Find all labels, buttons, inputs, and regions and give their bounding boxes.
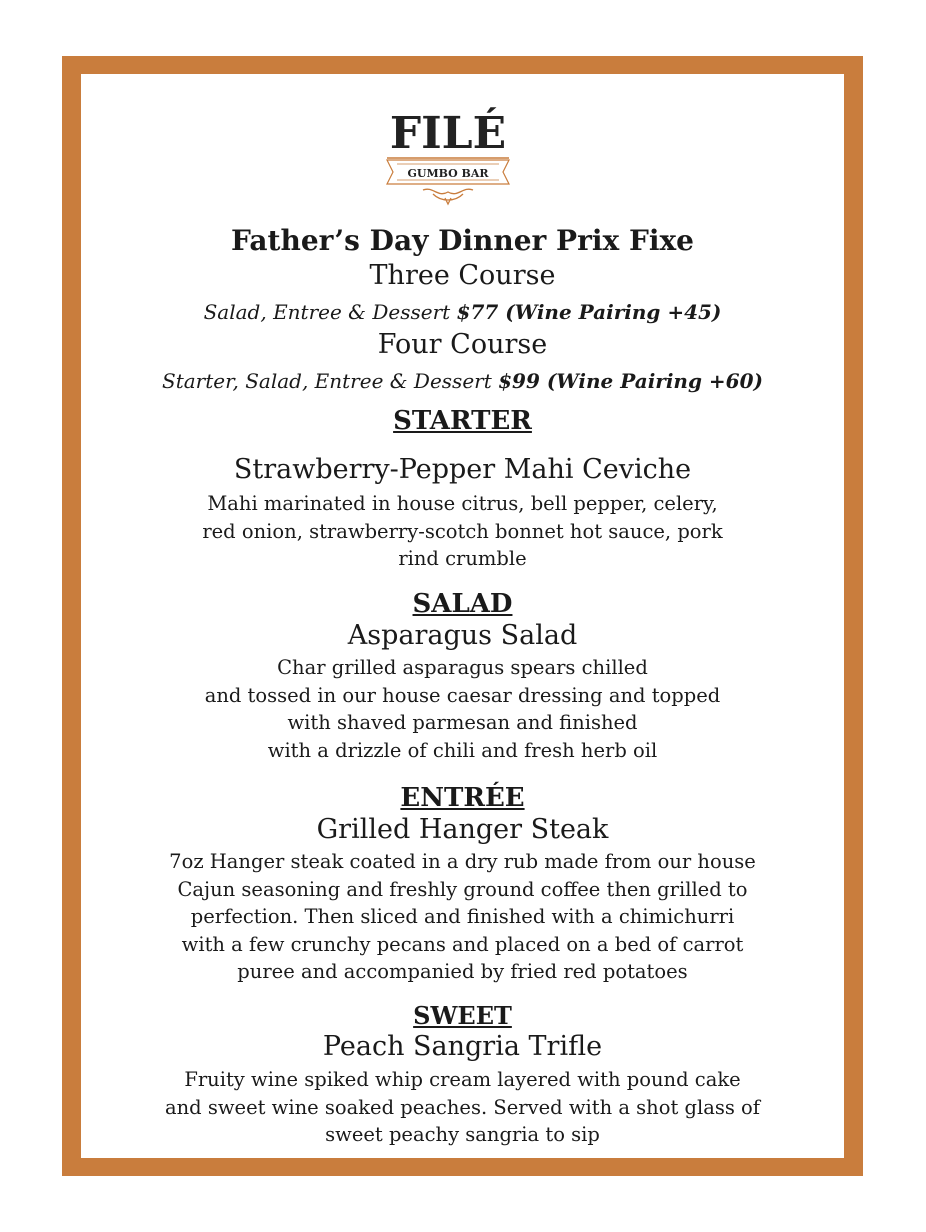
- dish-name-sweet: Peach Sangria Trifle: [322, 1031, 603, 1062]
- dish-description-starter: Mahi marinated in house citrus, bell pepper, celery, red onion, strawberry-scotch bonnet hot sauce, pork rind crumble: [202, 492, 723, 570]
- dish-name-starter: Strawberry-Pepper Mahi Ceviche: [233, 454, 692, 485]
- section-heading-starter: STARTER: [393, 406, 532, 436]
- section-heading-sweet: SWEET: [413, 1001, 512, 1030]
- course-four-price: $99 (Wine Pairing +60): [498, 369, 763, 393]
- file-gumbo-bar-logo: [383, 98, 513, 208]
- section-heading-salad: SALAD: [412, 589, 513, 619]
- page-title: Father’s Day Dinner Prix Fixe: [231, 224, 694, 257]
- menu-border: [62, 56, 863, 1176]
- course-four-items: Starter, Salad, Entree & Dessert: [162, 369, 492, 393]
- logo-name: FILÉ: [389, 108, 507, 159]
- dish-description-salad: Char grilled asparagus spears chilled and tossed in our house caesar dressing and topped with shaved parmesan and finished with a drizzle of chili and fresh herb oil: [204, 656, 721, 762]
- menu-page: [81, 74, 844, 1158]
- course-three-price: $77 (Wine Pairing +45): [456, 300, 722, 324]
- course-three-items: Salad, Entree & Dessert: [203, 300, 451, 324]
- course-three-name: Three Course: [369, 260, 556, 291]
- dish-name-salad: Asparagus Salad: [347, 620, 578, 651]
- section-heading-entree: ENTRÉE: [400, 783, 525, 813]
- dish-name-entree: Grilled Hanger Steak: [316, 814, 609, 845]
- logo-subtitle: GUMBO BAR: [407, 167, 489, 180]
- course-four-name: Four Course: [377, 329, 548, 360]
- dish-description-entree: 7oz Hanger steak coated in a dry rub made from our house Cajun seasoning and freshly ground coffee then grilled to perfection. Then sliced and finished with a chimichurri with a few crunchy pecans and placed on a bed of carrot puree and accompanied by fried red potatoes: [169, 850, 756, 983]
- dish-description-sweet: Fruity wine spiked whip cream layered with pound cake and sweet wine soaked peaches. Served with a shot glass of sweet peachy sangria to sip: [164, 1068, 761, 1146]
- course-four-details: [81, 369, 844, 393]
- course-three-details: [81, 300, 844, 324]
